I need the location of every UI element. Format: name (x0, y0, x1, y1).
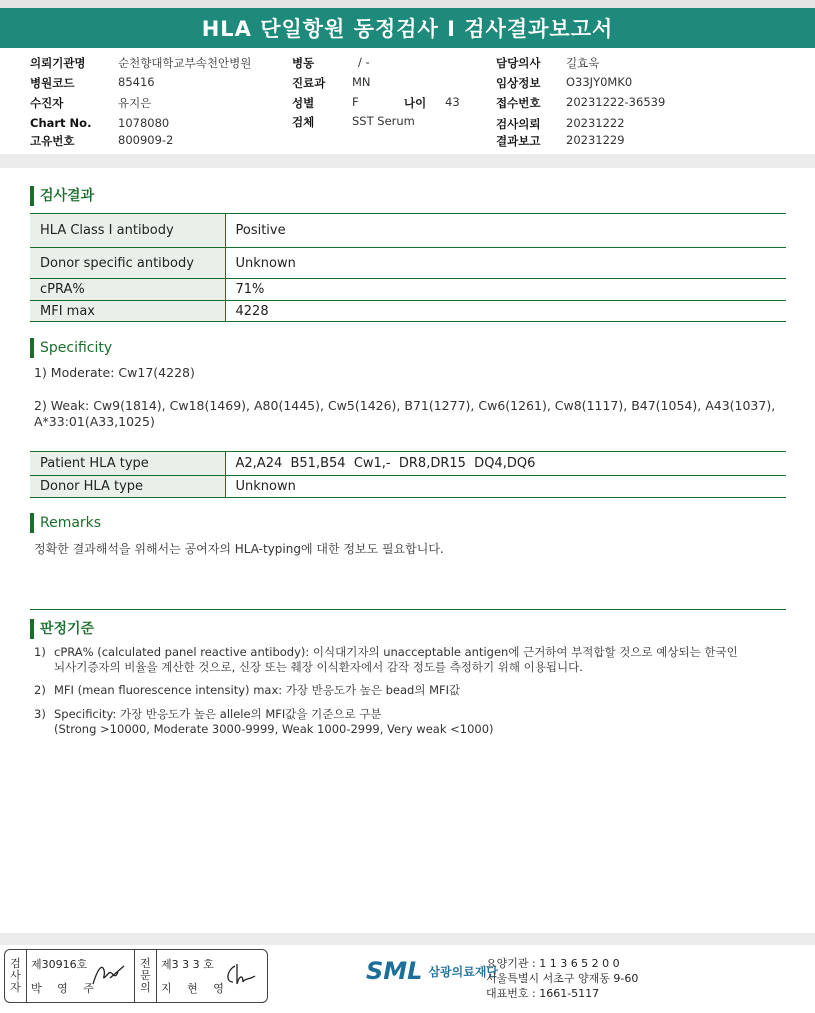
info-value: 20231222 (566, 116, 625, 130)
result-value: Positive (225, 214, 786, 248)
hla-key: Patient HLA type (30, 452, 225, 476)
age-label: 나이 (404, 96, 427, 110)
role-char: 검 (10, 957, 21, 970)
criteria-num: 1) (34, 645, 46, 659)
hla-key: Donor HLA type (30, 476, 225, 498)
info-value: SST Serum (352, 114, 415, 128)
signer1-name: 박 영 주 (31, 982, 100, 995)
section-divider (30, 609, 786, 610)
address-line: 요양기관 : 1 1 3 6 5 2 0 0 (486, 957, 620, 970)
info-value: 순천향대학교부속천안병원 (118, 56, 252, 70)
info-value: O33JY0MK0 (566, 75, 633, 89)
results-title: 검사결과 (30, 186, 94, 206)
table-row (30, 248, 786, 279)
criteria-num: 2) (34, 683, 46, 697)
info-value: MN (352, 75, 371, 89)
signature-2 (223, 962, 257, 988)
result-key: MFI max (30, 301, 225, 322)
info-value: / - (358, 55, 370, 69)
info-value: 85416 (118, 75, 155, 89)
criteria-line: MFI (mean fluorescence intensity) max: 가장 반응도가 높은 bead의 MFI값 (54, 683, 461, 697)
signer2-cell (157, 950, 265, 1002)
info-value: 길효욱 (566, 56, 600, 70)
criteria-line: cPRA% (calculated panel reactive antibody): 이식대기자의 unacceptable antigen에 근거하여 부적합할 것으로 예상되는 한국인 (54, 645, 738, 659)
specificity-line: 2) Weak: Cw9(1814), Cw18(1469), A80(1445), Cw5(1426), B71(1277), Cw6(1261), Cw8(1117), B47(1054), A43(1037), (34, 398, 776, 413)
signer2-role (135, 950, 157, 1002)
info-value: 유지은 (118, 96, 152, 110)
footer-divider (0, 933, 815, 945)
info-label: 성별 (292, 96, 315, 110)
results-table (30, 213, 786, 322)
report-title: HLA 단일항원 동정검사 I 검사결과보고서 (0, 8, 815, 48)
criteria-item (34, 706, 794, 738)
signer1-license: 제30916호 (31, 958, 88, 971)
criteria-num: 3) (34, 707, 46, 721)
remarks-title: Remarks (30, 513, 101, 533)
role-char: 자 (10, 981, 21, 994)
result-value: Unknown (225, 248, 786, 279)
lab-address (486, 956, 638, 1001)
age-value: 43 (445, 95, 460, 109)
info-label: 고유번호 (30, 134, 75, 148)
info-label: Chart No. (30, 116, 92, 130)
role-char: 문 (140, 969, 151, 982)
criteria-line: 뇌사기증자의 비율을 계산한 것으로, 신장 또는 췌장 이식환자에서 감작 정도를 측정하기 위해 이용됩니다. (54, 660, 583, 674)
criteria-item (34, 682, 794, 698)
table-row (30, 301, 786, 322)
info-label: 검사의뢰 (496, 117, 541, 131)
remarks-text: 정확한 결과해석을 위해서는 공여자의 HLA-typing에 대한 정보도 필요합니다. (34, 542, 444, 556)
hla-value: Unknown (225, 476, 786, 498)
result-value: 71% (225, 279, 786, 301)
role-char: 사 (10, 969, 21, 982)
criteria-line: (Strong >10000, Moderate 3000-9999, Weak 1000-2999, Very weak <1000) (54, 722, 494, 736)
signer1-cell (27, 950, 135, 1002)
info-label: 임상정보 (496, 76, 541, 90)
info-value: 20231229 (566, 133, 625, 147)
section-divider (0, 154, 815, 168)
info-label: 검체 (292, 115, 315, 129)
info-value: 800909-2 (118, 133, 174, 147)
info-value: 20231222-36539 (566, 95, 666, 109)
table-row (30, 452, 786, 476)
result-key: Donor specific antibody (30, 248, 225, 279)
specificity-title: Specificity (30, 338, 112, 358)
role-char: 의 (140, 981, 151, 994)
info-label: 진료과 (292, 76, 326, 90)
address-line: 대표번호 : 1661-5117 (486, 987, 600, 1000)
info-label: 병동 (292, 56, 315, 70)
signature-box (4, 949, 268, 1003)
logo-mark: SML (366, 957, 423, 985)
info-label: 의뢰기관명 (30, 56, 86, 70)
info-label: 수진자 (30, 96, 64, 110)
top-bar (0, 0, 815, 8)
logo-name: 삼광의료재단 (428, 964, 499, 979)
sml-logo (366, 957, 498, 985)
criteria-line: Specificity: 가장 반응도가 높은 allele의 MFI값을 기준으로 구분 (54, 707, 382, 721)
table-row (30, 214, 786, 248)
specificity-line: 1) Moderate: Cw17(4228) (34, 365, 195, 380)
signer1-role (5, 950, 27, 1002)
signer2-license: 제3 3 3 호 (161, 958, 214, 971)
specificity-line: A*33:01(A33,1025) (34, 414, 155, 429)
signer2-name: 지 현 영 (161, 982, 230, 995)
result-key: HLA Class I antibody (30, 214, 225, 248)
table-row (30, 476, 786, 498)
criteria-item (34, 644, 794, 676)
address-line: 서울특별시 서초구 양재동 9-60 (486, 972, 639, 985)
info-value: 1078080 (118, 116, 170, 130)
info-label: 결과보고 (496, 134, 541, 148)
result-value: 4228 (225, 301, 786, 322)
table-row (30, 279, 786, 301)
criteria-title: 판정기준 (30, 619, 94, 639)
info-value: F (352, 95, 359, 109)
info-label: 병원코드 (30, 76, 75, 90)
info-label: 접수번호 (496, 96, 541, 110)
signature-1 (90, 962, 126, 988)
result-key: cPRA% (30, 279, 225, 301)
hla-type-table (30, 451, 786, 498)
role-char: 전 (140, 957, 151, 970)
hla-value: A2,A24 B51,B54 Cw1,- DR8,DR15 DQ4,DQ6 (225, 452, 786, 476)
info-label: 담당의사 (496, 56, 541, 70)
